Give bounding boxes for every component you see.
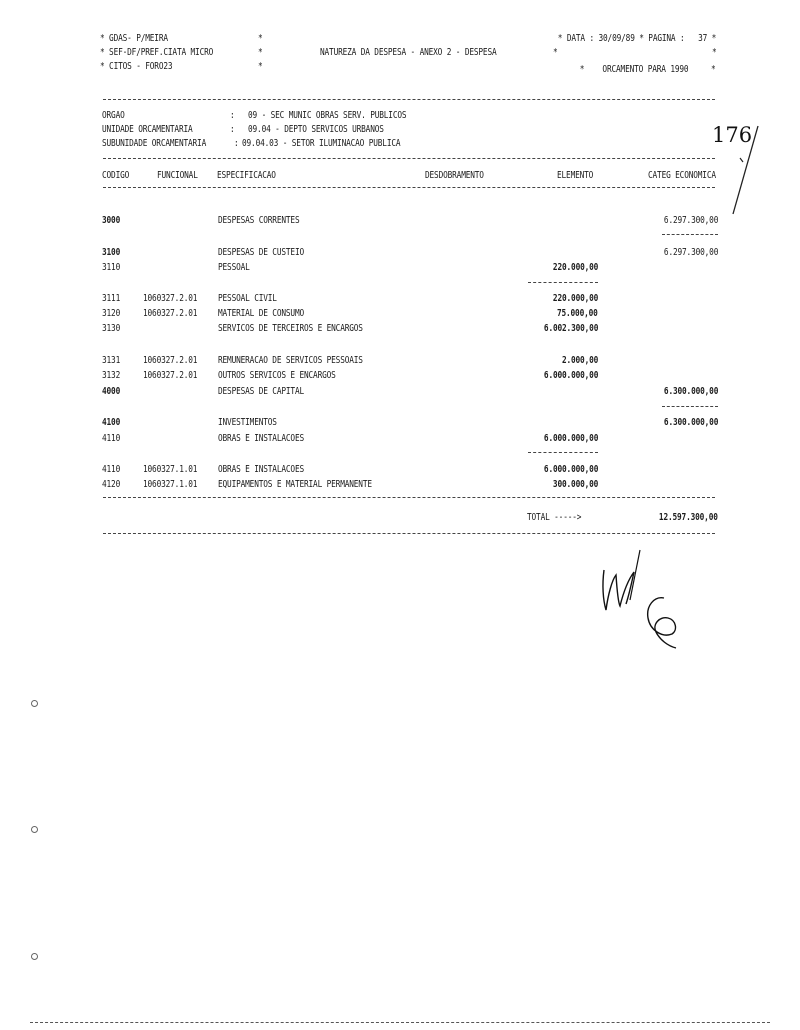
- col-elemento: ELEMENTO: [557, 170, 594, 181]
- header-budget-year: * ORCAMENTO PARA 1990 *: [580, 64, 716, 75]
- unidade-value: 09.04 - DEPTO SERVICOS URBANOS: [248, 124, 384, 135]
- punch-hole-mark: [31, 700, 38, 707]
- unidade-label: UNIDADE ORCAMENTARIA: [102, 124, 193, 135]
- second-signature: [648, 598, 676, 648]
- orgao-sep: :: [230, 110, 235, 121]
- funcional: 1060327.1.01: [143, 479, 198, 490]
- subunidade-label: SUBUNIDADE ORCAMENTARIA: [102, 138, 207, 149]
- header-left-line-1: * GDAS- P/MEIRA: [100, 33, 168, 44]
- funcional: 1060327.2.01: [143, 370, 198, 381]
- header-left-line-3: * CITOS - FORO23: [100, 61, 173, 72]
- header-star: *: [258, 47, 263, 58]
- funcional: 1060327.1.01: [143, 464, 198, 475]
- codigo: 3111: [102, 293, 121, 304]
- especificacao: PESSOAL: [218, 262, 250, 273]
- col-especificacao: ESPECIFICACAO: [217, 170, 276, 181]
- check-mark-stroke: [733, 126, 758, 214]
- header-star: *: [258, 33, 263, 44]
- codigo: 4100: [102, 417, 121, 428]
- categ-value: 6.300.000,00: [663, 417, 718, 428]
- especificacao: INVESTIMENTOS: [218, 417, 277, 428]
- categ-value: 6.297.300,00: [663, 215, 718, 226]
- especificacao: EQUIPAMENTOS E MATERIAL PERMANENTE: [218, 479, 372, 490]
- elemento-value: 300.000,00: [552, 479, 598, 490]
- page-number-stamp: 176: [712, 123, 753, 147]
- elemento-value: 220.000,00: [552, 293, 598, 304]
- codigo: 4110: [102, 433, 121, 444]
- especificacao: DESPESAS CORRENTES: [218, 215, 300, 226]
- codigo: 3120: [102, 308, 121, 319]
- report-title: NATUREZA DA DESPESA - ANEXO 2 - DESPESA: [320, 47, 497, 58]
- elemento-value: 6.000.000,00: [543, 464, 598, 475]
- codigo: 3110: [102, 262, 121, 273]
- especificacao: DESPESAS DE CUSTEIO: [218, 247, 304, 258]
- elemento-value: 2.000,00: [561, 355, 598, 366]
- especificacao: DESPESAS DE CAPITAL: [218, 386, 304, 397]
- col-desdobramento: DESDOBRAMENTO: [425, 170, 484, 181]
- codigo: 3130: [102, 323, 121, 334]
- total-label: TOTAL ----->: [527, 512, 582, 523]
- scan-edge-line: [30, 1022, 770, 1023]
- categ-value: 6.297.300,00: [663, 247, 718, 258]
- header-date-page: * DATA : 30/09/89 * PAGINA : 37 *: [557, 33, 716, 44]
- orgao-label: ORGAO: [102, 110, 125, 121]
- unidade-sep: :: [230, 124, 235, 135]
- orgao-value: 09 - SEC MUNIC OBRAS SERV. PUBLICOS: [248, 110, 407, 121]
- funcional: 1060327.2.01: [143, 355, 198, 366]
- especificacao: OBRAS E INSTALACOES: [218, 464, 304, 475]
- codigo: 3132: [102, 370, 121, 381]
- codigo: 3100: [102, 247, 121, 258]
- categ-value: 6.300.000,00: [663, 386, 718, 397]
- elemento-value: 220.000,00: [552, 262, 598, 273]
- col-codigo: CODIGO: [102, 170, 130, 181]
- especificacao: REMUNERACAO DE SERVICOS PESSOAIS: [218, 355, 363, 366]
- funcional: 1060327.2.01: [143, 293, 198, 304]
- codigo: 4000: [102, 386, 121, 397]
- col-funcional: FUNCIONAL: [157, 170, 198, 181]
- punch-hole-mark: [31, 953, 38, 960]
- col-categ-economica: CATEG ECONOMICA: [648, 170, 716, 181]
- especificacao: PESSOAL CIVIL: [218, 293, 277, 304]
- elemento-value: 6.000.000,00: [543, 370, 598, 381]
- elemento-value: 75.000,00: [557, 308, 598, 319]
- header-star: *: [258, 61, 263, 72]
- subunidade-sep: :: [234, 138, 239, 149]
- especificacao: MATERIAL DE CONSUMO: [218, 308, 304, 319]
- elemento-value: 6.002.300,00: [543, 323, 598, 334]
- total-value: 12.597.300,00: [659, 512, 718, 523]
- codigo: 4120: [102, 479, 121, 490]
- header-right-star: *: [712, 47, 717, 58]
- codigo: 3131: [102, 355, 121, 366]
- check-mark-tick: [740, 158, 743, 162]
- especificacao: OBRAS E INSTALACOES: [218, 433, 304, 444]
- especificacao: OUTROS SERVICOS E ENCARGOS: [218, 370, 336, 381]
- elemento-value: 6.000.000,00: [543, 433, 598, 444]
- funcional: 1060327.2.01: [143, 308, 198, 319]
- codigo: 4110: [102, 464, 121, 475]
- header-left-line-2: * SEF-DF/PREF.CIATA MICRO: [100, 47, 214, 58]
- subunidade-value: 09.04.03 - SETOR ILUMINACAO PUBLICA: [242, 138, 401, 149]
- codigo: 3000: [102, 215, 121, 226]
- header-right-star: *: [553, 47, 558, 58]
- punch-hole-mark: [31, 826, 38, 833]
- especificacao: SERVICOS DE TERCEIROS E ENCARGOS: [218, 323, 363, 334]
- initials-signature: [603, 570, 634, 610]
